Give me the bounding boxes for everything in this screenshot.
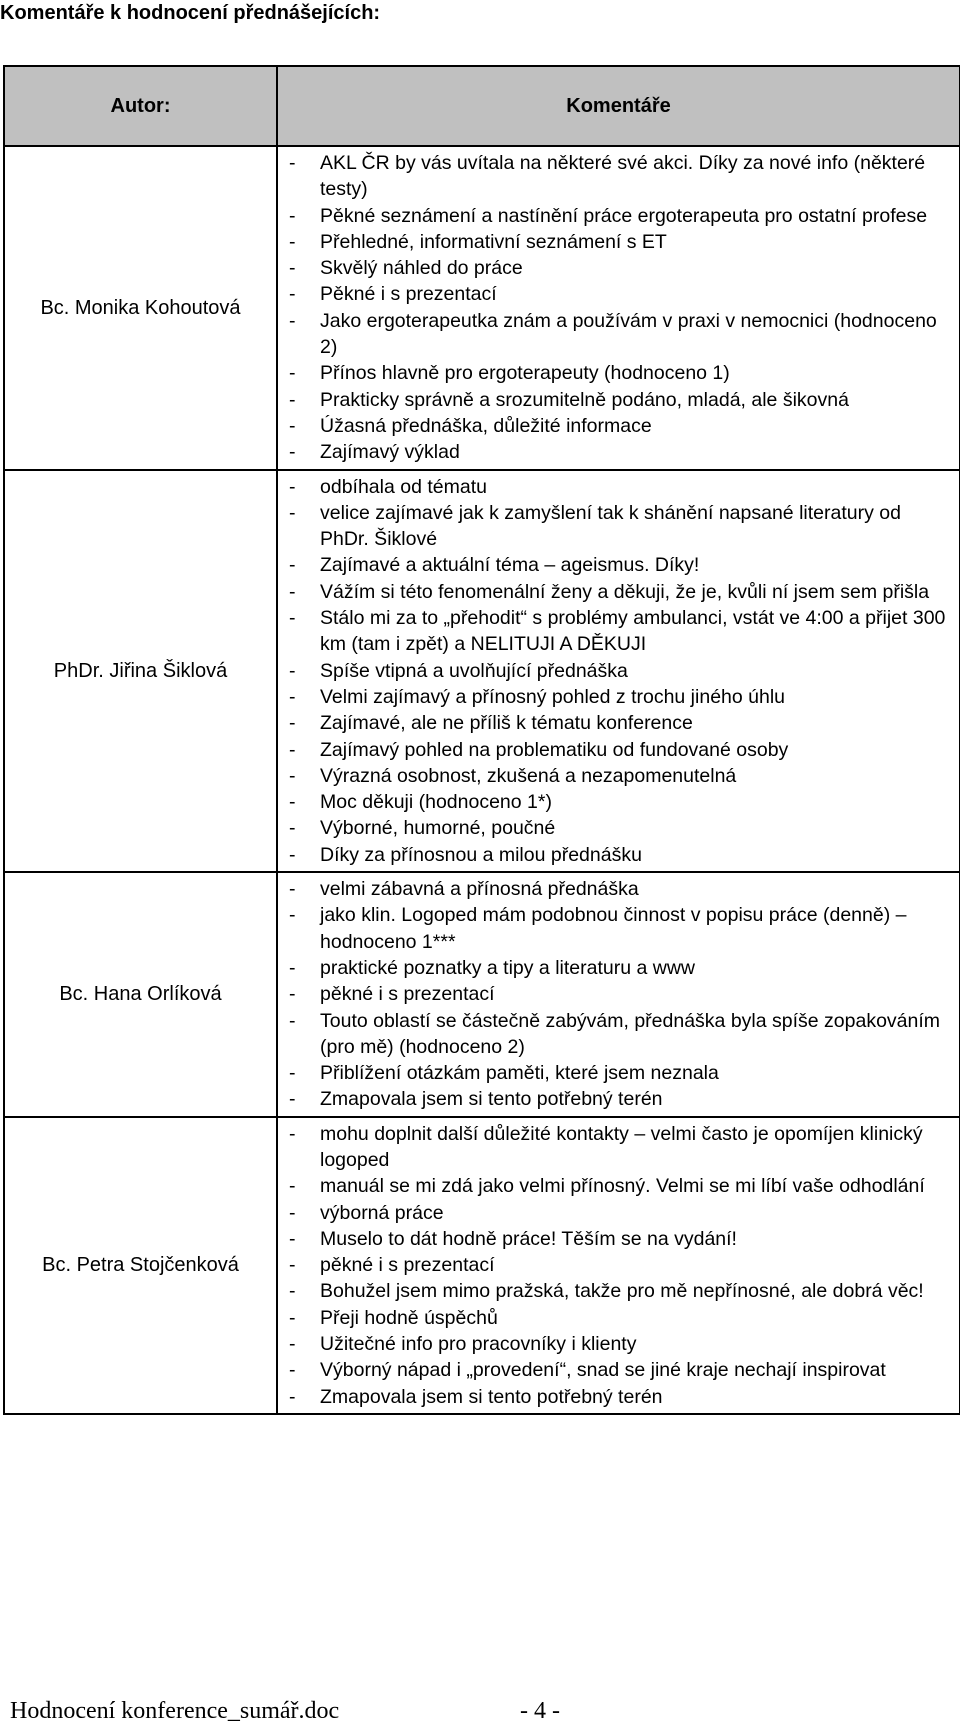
list-item: - Výborný nápad i „provedení“, snad se jiné kraje nechají inspirovat [278, 1357, 949, 1383]
list-item: - Prakticky správně a srozumitelně podáno, mladá, ale šikovná [278, 387, 949, 413]
list-item: - mohu doplnit další důležité kontakty – velmi často je opomíjen klinický logoped [278, 1121, 949, 1174]
list-item: - Skvělý náhled do práce [278, 255, 949, 281]
list-item: - praktické poznatky a tipy a literaturu a www [278, 955, 949, 981]
comments-table [3, 65, 960, 1415]
comment-list [278, 147, 959, 469]
list-item: - jako klin. Logoped mám podobnou činnost v popisu práce (denně) – hodnoceno 1*** [278, 902, 949, 955]
table-row [4, 146, 960, 470]
list-item: - Jako ergoterapeutka znám a používám v praxi v nemocnici (hodnoceno 2) [278, 308, 949, 361]
list-item: - Vážím si této fenomenální ženy a děkuji, že je, kvůli ní jsem sem přišla [278, 579, 949, 605]
list-item: - Spíše vtipná a uvolňující přednáška [278, 658, 949, 684]
list-item: - Touto oblastí se částečně zabývám, přednáška byla spíše zopakováním (pro mě) (hodnoceno 2) [278, 1008, 949, 1061]
list-item: - Výrazná osobnost, zkušená a nezapomenutelná [278, 763, 949, 789]
footer-page-number: - 4 - [520, 1698, 560, 1724]
list-item: - Přeji hodně úspěchů [278, 1305, 949, 1331]
list-item: - velmi zábavná a přínosná přednáška [278, 876, 949, 902]
column-header-comments: Komentáře [277, 66, 960, 146]
author-cell: Bc. Petra Stojčenková [4, 1117, 277, 1414]
list-item: - Zajímavý výklad [278, 439, 949, 465]
list-item: - pěkné i s prezentací [278, 1252, 949, 1278]
table-row [4, 872, 960, 1117]
list-item: - Přínos hlavně pro ergoterapeuty (hodnoceno 1) [278, 360, 949, 386]
list-item: - Úžasná přednáška, důležité informace [278, 413, 949, 439]
table-row [4, 1117, 960, 1414]
column-header-author: Autor: [4, 66, 277, 146]
list-item: - Zajímavé, ale ne příliš k tématu konference [278, 710, 949, 736]
comments-cell [277, 146, 960, 470]
author-cell: Bc. Hana Orlíková [4, 872, 277, 1117]
author-cell: PhDr. Jiřina Šiklová [4, 470, 277, 872]
list-item: - Pěkné i s prezentací [278, 281, 949, 307]
comment-list [278, 873, 959, 1116]
comments-cell [277, 1117, 960, 1414]
author-cell: Bc. Monika Kohoutová [4, 146, 277, 470]
list-item: - odbíhala od tématu [278, 474, 949, 500]
list-item: - Bohužel jsem mimo pražská, takže pro mě nepřínosné, ale dobrá věc! [278, 1278, 949, 1304]
list-item: - manuál se mi zdá jako velmi přínosný. Velmi se mi líbí vaše odhodlání [278, 1173, 949, 1199]
table-header-row [4, 66, 960, 146]
list-item: - Zajímavý pohled na problematiku od fundované osoby [278, 737, 949, 763]
list-item: - Užitečné info pro pracovníky i klienty [278, 1331, 949, 1357]
list-item: - AKL ČR by vás uvítala na některé své akci. Díky za nové info (některé testy) [278, 150, 949, 203]
footer-filename: Hodnocení konference_sumář.doc [10, 1698, 340, 1724]
list-item: - Stálo mi za to „přehodit“ s problémy ambulanci, vstát ve 4:00 a přijet 300 km (tam i zpět) a NELITUJI A DĚKUJI [278, 605, 949, 658]
list-item: - Moc děkuji (hodnoceno 1*) [278, 789, 949, 815]
comments-cell [277, 872, 960, 1117]
list-item: - pěkné i s prezentací [278, 981, 949, 1007]
list-item: - Muselo to dát hodně práce! Těším se na vydání! [278, 1226, 949, 1252]
list-item: - Výborné, humorné, poučné [278, 815, 949, 841]
list-item: - Zmapovala jsem si tento potřebný terén [278, 1086, 949, 1112]
list-item: - Přehledné, informativní seznámení s ET [278, 229, 949, 255]
list-item: - Pěkné seznámení a nastínění práce ergoterapeuta pro ostatní profese [278, 203, 949, 229]
list-item: - Přiblížení otázkám paměti, které jsem neznala [278, 1060, 949, 1086]
comment-list [278, 471, 959, 871]
table-row [4, 470, 960, 872]
comment-list [278, 1118, 959, 1413]
list-item: - Zajímavé a aktuální téma – ageismus. Díky! [278, 552, 949, 578]
list-item: - Zmapovala jsem si tento potřebný terén [278, 1384, 949, 1410]
list-item: - velice zajímavé jak k zamyšlení tak k shánění napsané literatury od PhDr. Šiklové [278, 500, 949, 553]
list-item: - Díky za přínosnou a milou přednášku [278, 842, 949, 868]
comments-cell [277, 470, 960, 872]
page-title: Komentáře k hodnocení přednášejících: [0, 2, 381, 24]
list-item: - Velmi zajímavý a přínosný pohled z trochu jiného úhlu [278, 684, 949, 710]
list-item: - výborná práce [278, 1200, 949, 1226]
